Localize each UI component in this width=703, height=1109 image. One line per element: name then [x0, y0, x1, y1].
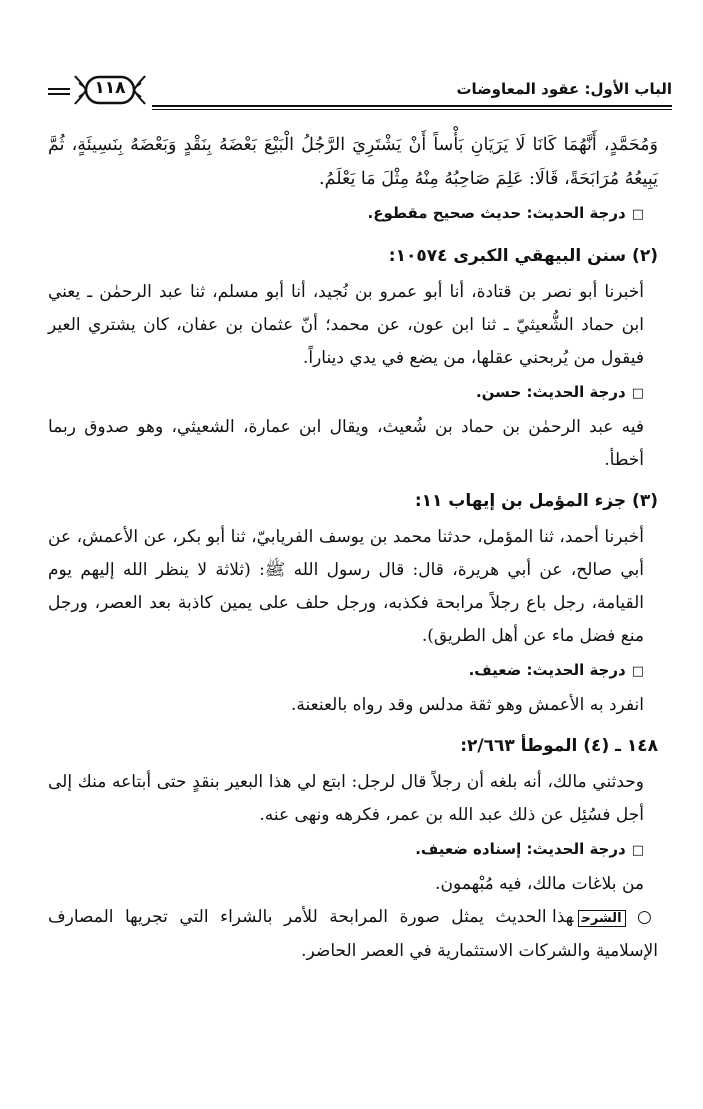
page-number-badge: [74, 74, 146, 106]
hadith-text: أخبرنا أبو نصر بن قتادة، أنا أبو عمرو بن نُجيد، أنا أبو مسلم، ثنا عبد الرحمٰن ـ يعني ابن حماد الشُّعيثيّ ـ ثنا ابن عون، عن محمد؛ أنّ عثمان بن عفان، كان يشتري العير فيقول من يُربحني عقلها، من يضع في يدي ديناراً.: [48, 282, 644, 368]
opening-text: وَمُحَمَّدٍ، أَنَّهُمَا كَانَا لَا يَرَيَانِ بَأْساً أَنْ يَشْتَرِيَ الرَّجُلُ الْبَيْعَ بَعْضَهُ بِنَقْدٍ وَبَعْضَهُ بِنَسِيئَةٍ، ثُمَّ يَبِيعُهُ مُرَابَحَةً، قَالَا: عَلِمَ صَاحِبُهُ مِنْهُ مِثْلَ مَا يَعْلَمُ.: [48, 135, 658, 189]
commentary-text: هذا الحديث يمثل صورة المرابحة للأمر بالشراء التي تجريها المصارف الإسلامية والشركات الاستثمارية في العصر الحاضر.: [48, 907, 658, 961]
grade-text: درجة الحديث: حديث صحيح مقطوع.: [367, 204, 626, 222]
page-content: [48, 128, 658, 968]
grade-text: درجة الحديث: إسناده ضعيف.: [415, 840, 626, 858]
section-heading: (٢) سنن البيهقي الكبرى ١٠٥٧٤:: [388, 246, 658, 266]
running-header: [48, 74, 672, 114]
hadith-grade: [48, 832, 658, 868]
hadith-grade: [48, 653, 658, 689]
grade-note: فيه عبد الرحمٰن بن حماد بن شُعيث، ويقال ابن عمارة، الشعيثي، وهو صدوق ربما أخطأ.: [48, 417, 644, 470]
hadith-grade: [48, 196, 658, 232]
page-number: ١١٨: [94, 78, 126, 98]
commentary-label: الشرح: [578, 910, 626, 927]
header-dash-lower: [48, 93, 70, 95]
square-bullet-icon: □: [631, 386, 644, 401]
square-bullet-icon: □: [631, 207, 644, 222]
circle-bullet-icon: ○: [625, 907, 658, 927]
square-bullet-icon: □: [631, 664, 644, 679]
header-dash: [48, 88, 70, 90]
header-rule-thin: [152, 109, 672, 110]
chapter-title: الباب الأول: عقود المعاوضات: [456, 80, 672, 98]
square-bullet-icon: □: [631, 843, 644, 858]
hadith-text: أخبرنا أحمد، ثنا المؤمل، حدثنا محمد بن يوسف الفريابيّ، ثنا أبو بكر، عن الأعمش، عن أبي صالح، عن أبي هريرة، قال: قال رسول الله ﷺ: (ثلاثة لا ينظر الله إليهم يوم القيامة، رجل باع رجلاً مرابحة فكذبه، ورجل حلف على يمين كاذبة بعد العصر، ورجل منع فضل ماء عن أهل الطريق).: [48, 527, 644, 646]
hadith-text: وحدثني مالك، أنه بلغه أن رجلاً قال لرجل: ابتع لي هذا البعير بنقدٍ حتى أبتاعه منك إلى أجل فسُئِل عن ذلك عبد الله بن عمر، فكرهه ونهى عنه.: [48, 772, 644, 825]
grade-note: انفرد به الأعمش وهو ثقة مدلس وقد رواه بالعنعنة.: [290, 695, 644, 715]
header-rule: [152, 105, 672, 107]
commentary: [48, 901, 658, 968]
grade-note: من بلاغات مالك، فيه مُبْهمون.: [435, 874, 644, 894]
section-heading: (٣) جزء المؤمل بن إيهاب ١١:: [414, 491, 658, 511]
section-heading: ١٤٨ ـ (٤) الموطأ ٢/٦٦٣:: [460, 736, 658, 756]
hadith-grade: [48, 375, 658, 411]
grade-text: درجة الحديث: ضعيف.: [468, 661, 626, 679]
grade-text: درجة الحديث: حسن.: [475, 383, 626, 401]
